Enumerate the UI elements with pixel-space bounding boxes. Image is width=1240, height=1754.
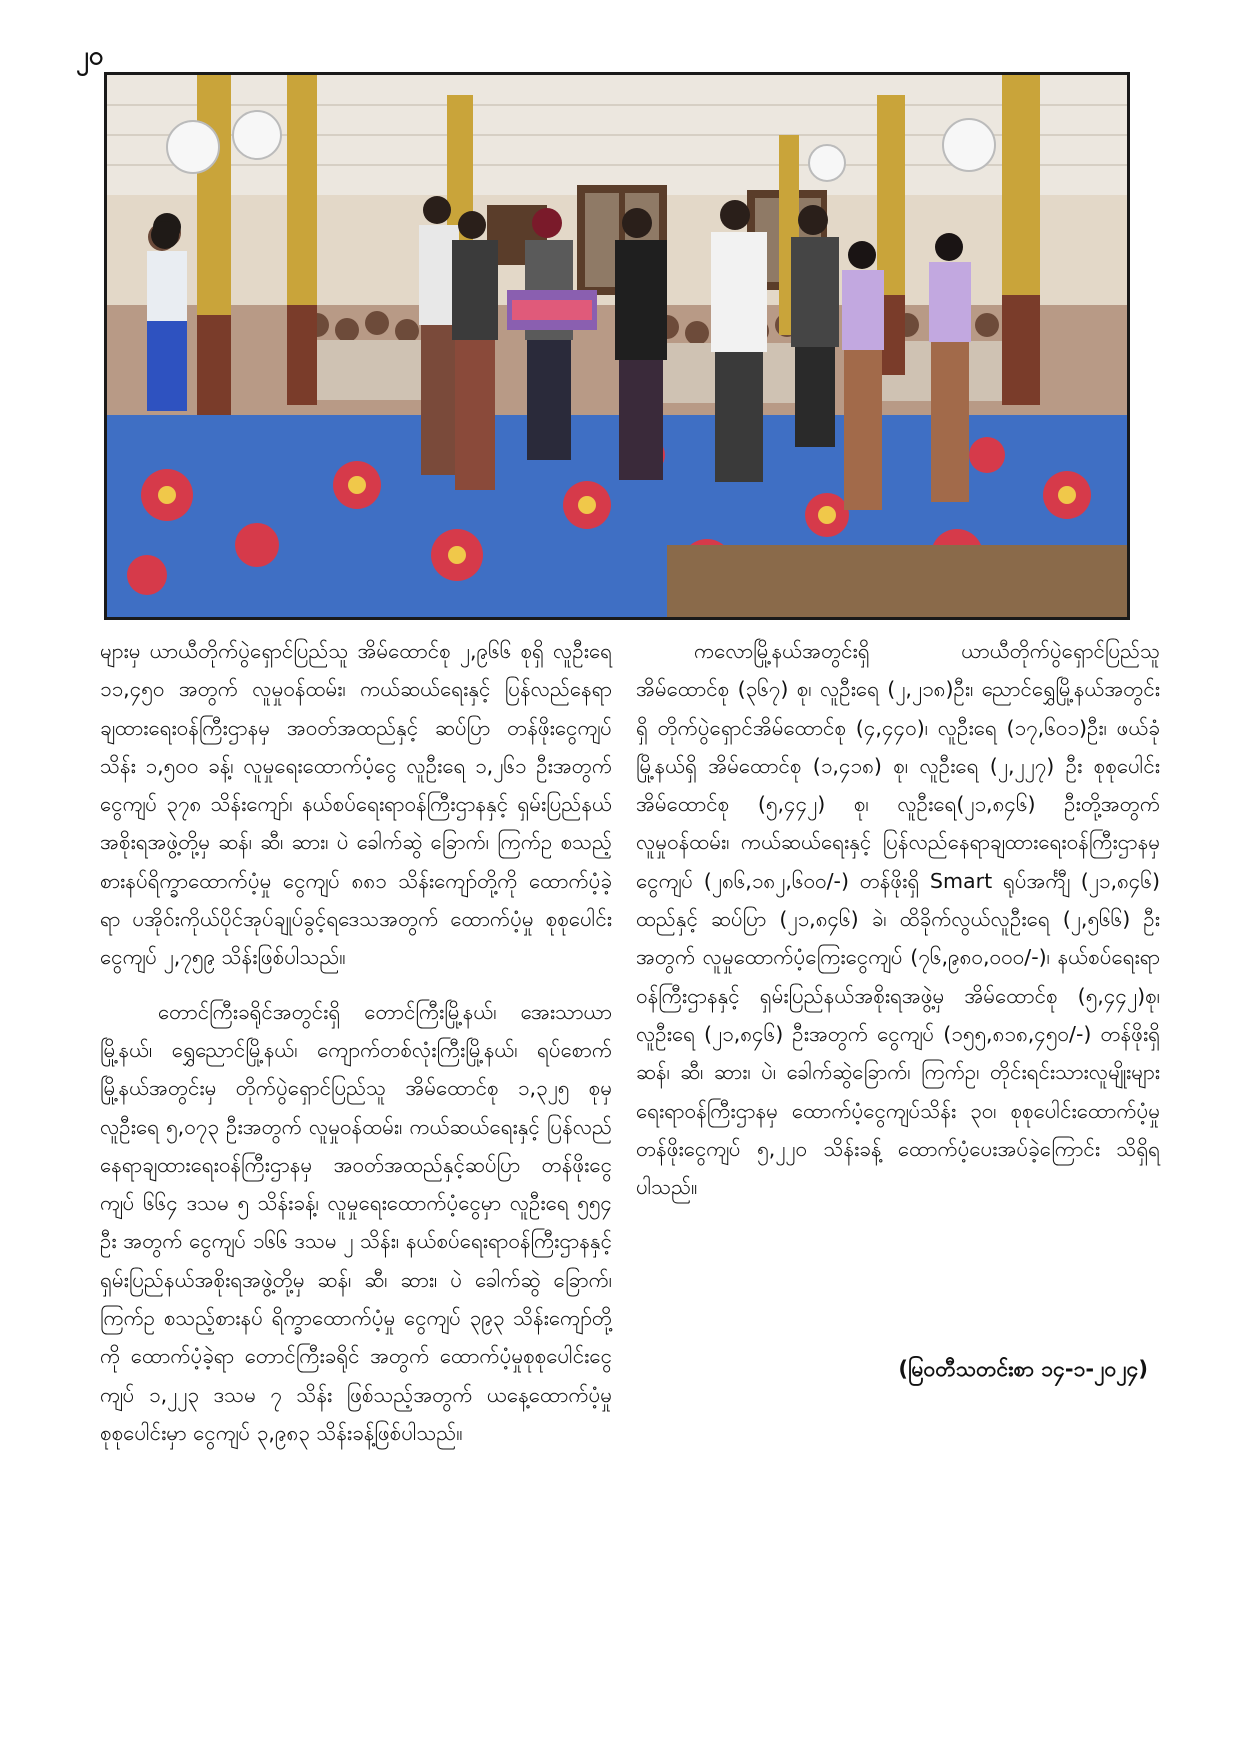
article-paragraph: တောင်ကြီးခရိုင်အတွင်းရှိ တောင်ကြီးမြို့နယ်၊ အေးသာယာမြို့နယ်၊ ရွှေညောင်မြို့နယ်၊ ကျောက်တစ်လုံးကြီးမြို့နယ်၊ ရပ်စောက်မြို့နယ်အတွင်းမှ တိုက်ပွဲရှောင်ပြည်သူ အိမ်ထောင်စု ၁,၃၂၅ စုမှ လူဦးရေ ၅,၀၇၃ ဦးအတွက် လူမှုဝန်ထမ်း၊ ကယ်ဆယ်ရေးနှင့် ပြန်လည်နေရာချထားရေးဝန်ကြီးဌာနမှ အဝတ်အထည်နှင့်ဆပ်ပြာ တန်ဖိုးငွေကျပ် ၆၆၄ ဒသမ ၅ သိန်းခန့်၊ လူမှုရေးထောက်ပံ့ငွေမှာ လူဦးရေ ၅၅၄ ဦး အတွက် ငွေကျပ် ၁၆၆ ဒသမ ၂ သိန်း၊ နယ်စပ်ရေးရာဝန်ကြီးဌာနနှင့် ရှမ်းပြည်နယ်အစိုးရအဖွဲ့တို့မှ ဆန်၊ ဆီ၊ ဆား၊ ပဲ ခေါက်ဆွဲ ခြောက်၊ ကြက်ဥ စသည့်စားနပ် ရိက္ခာထောက်ပံ့မှု ငွေကျပ် ၃၉၃ သိန်းကျော်တို့ကို ထောက်ပံ့ခဲ့ရာ တောင်ကြီးခရိုင် အတွက် ထောက်ပံ့မှုစုစုပေါင်းငွေကျပ် ၁,၂၂၃ ဒသမ ၇ သိန်း ဖြစ်သည့်အတွက် ယနေ့ထောက်ပံ့မှုစုစုပေါင်းမှာ ငွေကျပ် ၃,၉၈၃ သိန်းခန့်ဖြစ်ပါသည်။ bbox=[100, 999, 612, 1445]
page-number: ၂၀ bbox=[76, 41, 104, 71]
donation-ceremony-photo bbox=[104, 72, 1130, 620]
article-left-column bbox=[100, 632, 612, 1468]
source-citation: (မြဝတီသတင်းစာ ၁၄-၁-၂၀၂၄) bbox=[898, 1357, 1148, 1381]
photo-illustration bbox=[107, 75, 1127, 617]
article-paragraph: များမှ ယာယီတိုက်ပွဲရှောင်ပြည်သူ အိမ်ထောင်စု ၂,၉၆၆ စုရှိ လူဦးရေ ၁၁,၄၅၀ အတွက် လူမှုဝန်ထမ်း၊ ကယ်ဆယ်ရေးနှင့် ပြန်လည်နေရာချထားရေးဝန်ကြီးဌာနမှ အဝတ်အထည်နှင့် ဆပ်ပြာ တန်ဖိုးငွေကျပ်သိန်း ၁,၅၀၀ ခန့်၊ လူမှုရေးထောက်ပံ့ငွေ လူဦးရေ ၁,၂၆၁ ဦးအတွက် ငွေကျပ် ၃၇၈ သိန်းကျော်၊ နယ်စပ်ရေးရာဝန်ကြီးဌာနနှင့် ရှမ်းပြည်နယ်အစိုးရအဖွဲ့တို့မှ ဆန်၊ ဆီ၊ ဆား၊ ပဲ ခေါက်ဆွဲ ခြောက်၊ ကြက်ဥ စသည့် စားနပ်ရိက္ခာထောက်ပံ့မှု ငွေကျပ် ၈၈၁ သိန်းကျော်တို့ကို ထောက်ပံ့ခဲ့ရာ ပအိုဝ်းကိုယ်ပိုင်အုပ်ချုပ်ခွင့်ရဒေသအတွက် ထောက်ပံ့မှု စုစုပေါင်း ငွေကျပ် ၂,၇၅၉ သိန်းဖြစ်ပါသည်။ bbox=[100, 639, 612, 970]
article-paragraph: ကလောမြို့နယ်အတွင်းရှိ ယာယီတိုက်ပွဲရှောင်ပြည်သူ အိမ်ထောင်စု (၃၆၇) စု၊ လူဦးရေ (၂,၂၁၈)ဦး၊ ညောင်ရွှေမြို့နယ်အတွင်းရှိ တိုက်ပွဲရှောင်အိမ်ထောင်စု (၄,၄၄၀)၊ လူဦးရေ (၁၇,၆၀၁)ဦး၊ ဖယ်ခုံမြို့နယ်ရှိ အိမ်ထောင်စု (၁,၄၁၈) စု၊ လူဦးရေ (၂,၂၂၇) ဦး စုစုပေါင်းအိမ်ထောင်စု (၅,၄၄၂) စု၊ လူဦးရေ(၂၁,၈၄၆) ဦးတို့အတွက် လူမှုဝန်ထမ်း၊ ကယ်ဆယ်ရေးနှင့် ပြန်လည်နေရာချထားရေးဝန်ကြီးဌာနမှ ငွေကျပ် (၂၈၆,၁၈၂,၆၀၀/-) တန်ဖိုးရှိ Smart ရုပ်အင်္ကျီ (၂၁,၈၄၆) ထည်နှင့် ဆပ်ပြာ (၂၁,၈၄၆) ခဲ၊ ထိခိုက်လွယ်လူဦးရေ (၂,၅၆၆) ဦးအတွက် လူမှုထောက်ပံ့ကြေးငွေကျပ် (၇၆,၉၈၀,၀၀၀/-)၊ နယ်စပ်ရေးရာဝန်ကြီးဌာနနှင့် ရှမ်းပြည်နယ်အစိုးရအဖွဲ့မှ အိမ်ထောင်စု (၅,၄၄၂)စု၊ လူဦးရေ (၂၁,၈၄၆) ဦးအတွက် ငွေကျပ် (၁၅၅,၈၁၈,၄၅၀/-) တန်ဖိုးရှိ ဆန်၊ ဆီ၊ ဆား၊ ပဲ၊ ခေါက်ဆွဲခြောက်၊ ကြက်ဥ၊ တိုင်းရင်းသားလူမျိုးများရေးရာဝန်ကြီးဌာနမှ ထောက်ပံ့ငွေကျပ်သိန်း ၃၀၊ စုစုပေါင်းထောက်ပံ့မှုတန်ဖိုးငွေကျပ် ၅,၂၂၀ သိန်းခန့် ထောက်ပံ့ပေးအပ်ခဲ့ကြောင်း သိရှိရပါသည်။ bbox=[636, 639, 1160, 1200]
article-right-column bbox=[636, 632, 1160, 1222]
